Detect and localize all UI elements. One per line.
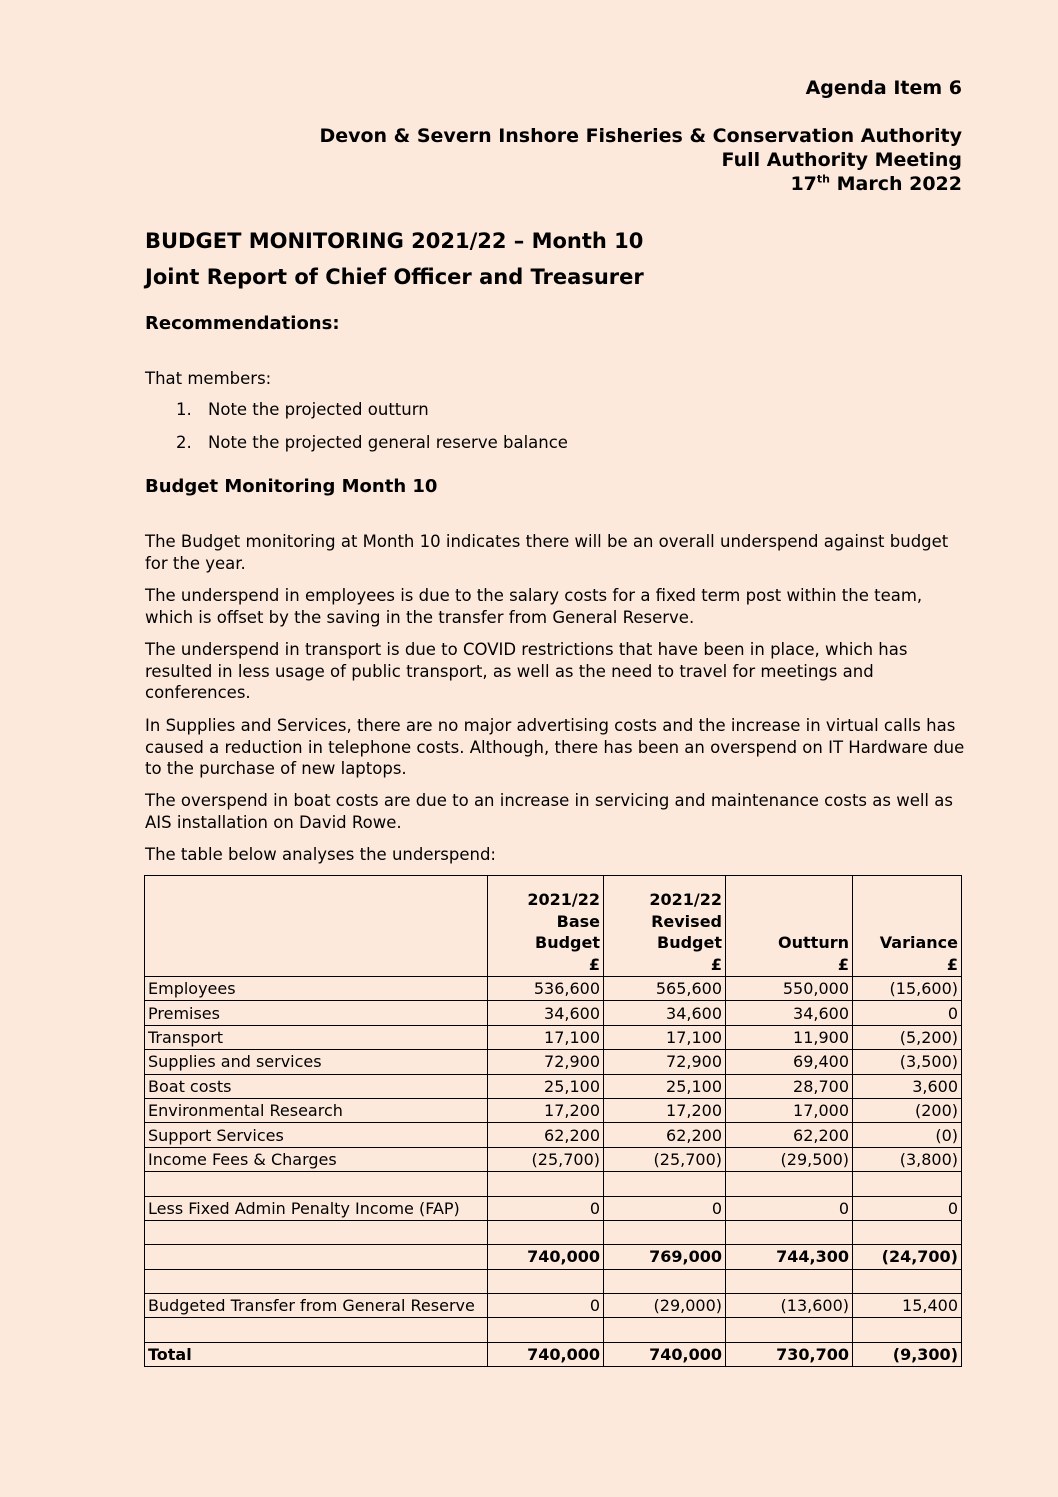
meeting-name: Full Authority Meeting	[721, 149, 962, 171]
table-cell: 25,100	[604, 1074, 726, 1098]
table-cell: 0	[488, 1294, 604, 1318]
table-cell	[853, 1318, 962, 1342]
table-cell: (200)	[853, 1098, 962, 1122]
paragraph: The overspend in boat costs are due to an increase in servicing and maintenance costs as well as AIS installation on David Rowe.	[145, 791, 953, 832]
section-heading: Budget Monitoring Month 10	[145, 476, 438, 497]
column-header	[145, 876, 488, 977]
table-cell: (15,600)	[853, 977, 962, 1001]
table-cell: (5,200)	[853, 1025, 962, 1049]
table-cell: (13,600)	[726, 1294, 853, 1318]
table-row	[145, 1123, 962, 1147]
table-cell: 34,600	[488, 1001, 604, 1025]
meeting-date: 17th March 2022	[790, 172, 962, 195]
budget-table	[144, 875, 962, 1367]
table-cell	[726, 1220, 853, 1244]
table-cell	[488, 1172, 604, 1196]
table-cell: 17,200	[488, 1098, 604, 1122]
table-cell: 740,000	[488, 1245, 604, 1269]
paragraph: The Budget monitoring at Month 10 indicates there will be an overall underspend against budget for the year.	[145, 532, 949, 573]
row-label: Employees	[145, 977, 488, 1001]
table-cell	[604, 1220, 726, 1244]
row-label	[145, 1245, 488, 1269]
table-row	[145, 1269, 962, 1293]
column-header: 2021/22 Revised Budget £	[604, 876, 726, 977]
table-cell: 15,400	[853, 1294, 962, 1318]
table-cell	[726, 1269, 853, 1293]
recommendation-item: 2. Note the projected general reserve balance	[176, 433, 568, 452]
table-cell: 72,900	[604, 1050, 726, 1074]
row-label: Total	[145, 1342, 488, 1366]
table-cell	[853, 1220, 962, 1244]
table-row	[145, 1050, 962, 1074]
row-label	[145, 1318, 488, 1342]
table-cell: 740,000	[604, 1342, 726, 1366]
table-cell	[604, 1269, 726, 1293]
table-cell	[726, 1318, 853, 1342]
table-cell	[853, 1269, 962, 1293]
table-row	[145, 1147, 962, 1171]
row-label: Budgeted Transfer from General Reserve	[145, 1294, 488, 1318]
table-cell: 11,900	[726, 1025, 853, 1049]
row-label: Supplies and services	[145, 1050, 488, 1074]
table-row	[145, 1074, 962, 1098]
table-header-row	[145, 876, 962, 977]
table-row	[145, 1294, 962, 1318]
table-cell: 0	[726, 1196, 853, 1220]
table-cell: (24,700)	[853, 1245, 962, 1269]
paragraph: The underspend in employees is due to the salary costs for a fixed term post within the team, which is offset by the saving in the transfer from General Reserve.	[145, 586, 923, 627]
table-cell: 34,600	[604, 1001, 726, 1025]
agenda-item: Agenda Item 6	[805, 77, 962, 99]
row-label	[145, 1220, 488, 1244]
table-row	[145, 977, 962, 1001]
table-cell: (29,000)	[604, 1294, 726, 1318]
table-cell: 62,200	[488, 1123, 604, 1147]
table-cell: (3,800)	[853, 1147, 962, 1171]
row-label: Transport	[145, 1025, 488, 1049]
table-cell: 17,000	[726, 1098, 853, 1122]
table-row	[145, 1172, 962, 1196]
table-cell: 744,300	[726, 1245, 853, 1269]
table-cell: 550,000	[726, 977, 853, 1001]
table-cell	[853, 1172, 962, 1196]
table-cell: 565,600	[604, 977, 726, 1001]
recommendations-heading: Recommendations:	[145, 313, 340, 334]
table-row	[145, 1196, 962, 1220]
table-cell: 62,200	[604, 1123, 726, 1147]
table-cell: 69,400	[726, 1050, 853, 1074]
table-cell: (25,700)	[604, 1147, 726, 1171]
table-row	[145, 1001, 962, 1025]
table-cell: 0	[488, 1196, 604, 1220]
column-header: Outturn £	[726, 876, 853, 977]
table-cell: 769,000	[604, 1245, 726, 1269]
table-cell: 72,900	[488, 1050, 604, 1074]
table-cell: (3,500)	[853, 1050, 962, 1074]
table-cell	[726, 1172, 853, 1196]
authority-name: Devon & Severn Inshore Fisheries & Conservation Authority	[319, 125, 962, 147]
page-subtitle: Joint Report of Chief Officer and Treasurer	[145, 265, 644, 289]
table-cell	[488, 1220, 604, 1244]
row-label: Less Fixed Admin Penalty Income (FAP)	[145, 1196, 488, 1220]
table-cell: 740,000	[488, 1342, 604, 1366]
table-cell: 0	[604, 1196, 726, 1220]
table-row	[145, 1245, 962, 1269]
table-cell: 25,100	[488, 1074, 604, 1098]
table-cell	[488, 1269, 604, 1293]
table-cell: 28,700	[726, 1074, 853, 1098]
table-cell: 17,100	[604, 1025, 726, 1049]
paragraph: The table below analyses the underspend:	[145, 845, 496, 864]
row-label	[145, 1172, 488, 1196]
table-cell	[604, 1318, 726, 1342]
table-cell	[488, 1318, 604, 1342]
column-header: 2021/22 Base Budget £	[488, 876, 604, 977]
row-label	[145, 1269, 488, 1293]
row-label: Support Services	[145, 1123, 488, 1147]
report-header	[319, 124, 962, 196]
table-row	[145, 1342, 962, 1366]
table-cell: 17,100	[488, 1025, 604, 1049]
table-row	[145, 1318, 962, 1342]
table-cell: 0	[853, 1196, 962, 1220]
table-cell: 62,200	[726, 1123, 853, 1147]
table-cell: 34,600	[726, 1001, 853, 1025]
page-title: BUDGET MONITORING 2021/22 – Month 10	[145, 229, 644, 253]
row-label: Boat costs	[145, 1074, 488, 1098]
table-cell: (29,500)	[726, 1147, 853, 1171]
table-row	[145, 1025, 962, 1049]
table-cell: 536,600	[488, 977, 604, 1001]
table-cell: 17,200	[604, 1098, 726, 1122]
table-cell: 730,700	[726, 1342, 853, 1366]
table-cell: (25,700)	[488, 1147, 604, 1171]
recommendations-intro: That members:	[145, 369, 272, 388]
row-label: Environmental Research	[145, 1098, 488, 1122]
row-label: Income Fees & Charges	[145, 1147, 488, 1171]
table-cell: (9,300)	[853, 1342, 962, 1366]
table-cell: (0)	[853, 1123, 962, 1147]
recommendation-item: 1. Note the projected outturn	[176, 400, 429, 419]
paragraph: The underspend in transport is due to COVID restrictions that have been in place, which has resulted in less usage of public transport, as well as the need to travel for meetings and conferences.	[145, 640, 908, 702]
table-cell: 3,600	[853, 1074, 962, 1098]
paragraph: In Supplies and Services, there are no major advertising costs and the increase in virtual calls has caused a reduction in telephone costs. Although, there has been an overspend on IT Hardware due to the purchase of new laptops.	[145, 716, 965, 778]
table-cell: 0	[853, 1001, 962, 1025]
table-row	[145, 1098, 962, 1122]
table-row	[145, 1220, 962, 1244]
column-header: Variance £	[853, 876, 962, 977]
row-label: Premises	[145, 1001, 488, 1025]
table-cell	[604, 1172, 726, 1196]
